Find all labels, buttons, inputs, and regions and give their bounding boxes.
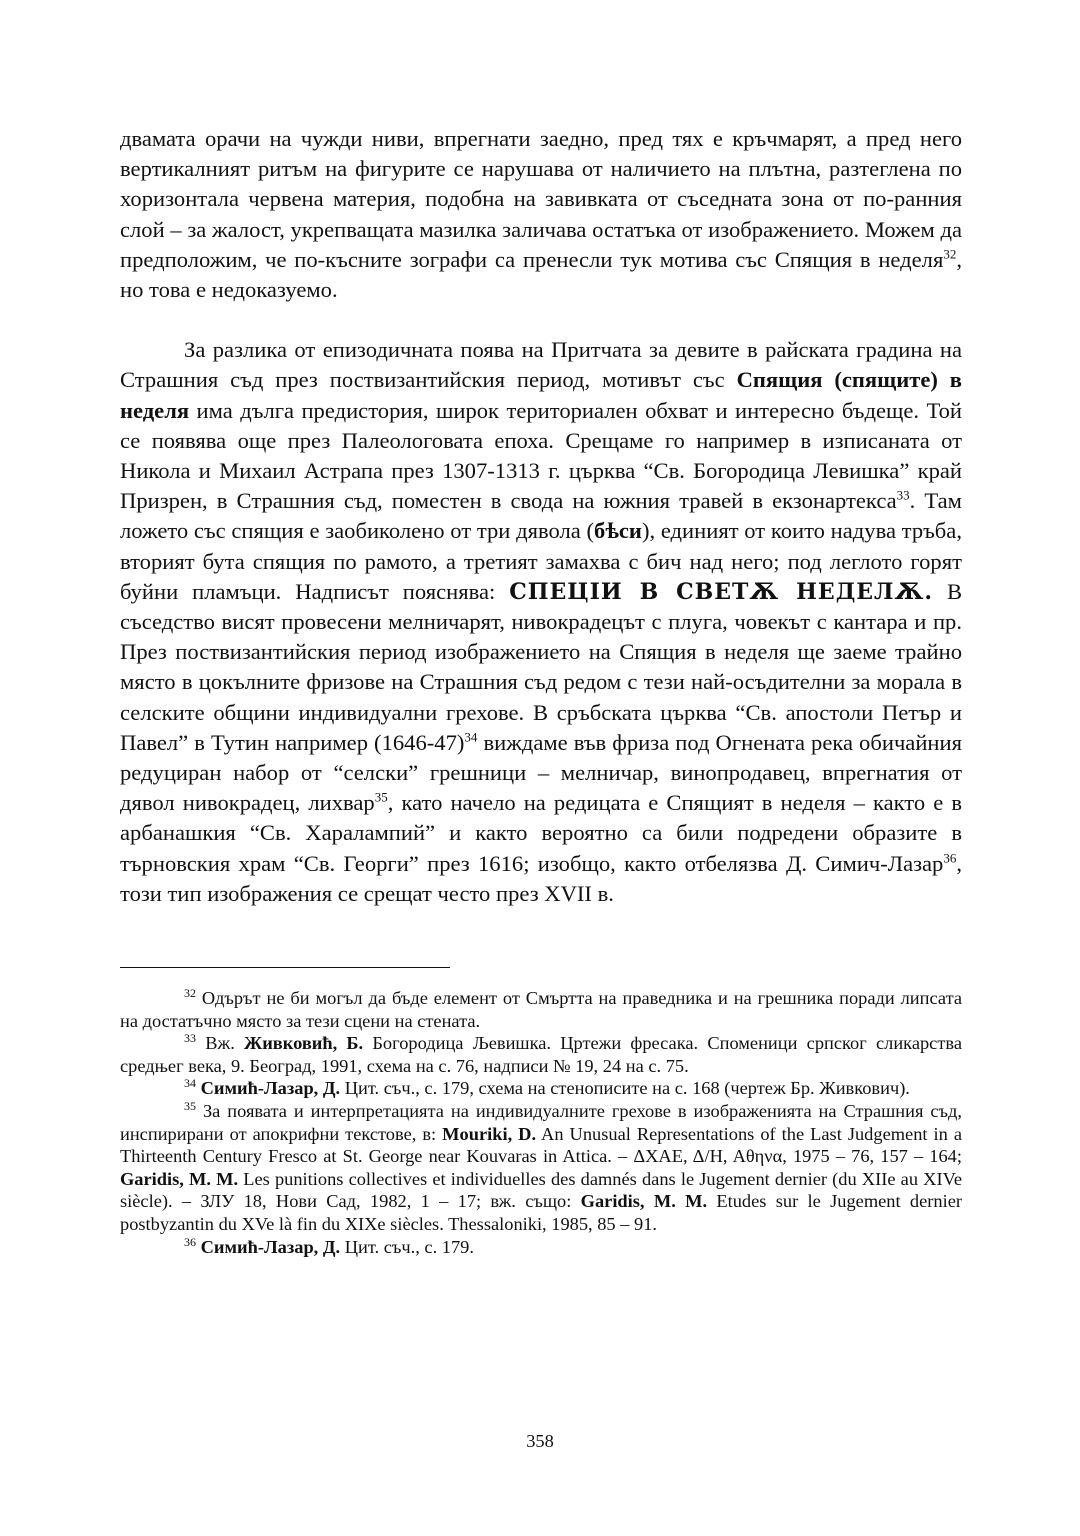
slavonic-inscription: СПЕЦІИ В СВЕТѪ НЕДЕЛѪ. [509, 578, 934, 605]
paragraph-2-text: ), единият от които надува тръба, вторият бута спящия по рамото, а третият замахва с бич над него; под леглото горят буйни пламъци. Надписът пояснява: [120, 518, 962, 604]
paragraph-2 [120, 335, 962, 909]
footnote-number: 33 [184, 1031, 196, 1046]
paragraph-2-text: , като начело на редицата е Спящият в неделя – както е в арбанашкия “Св. Харалампий” и както вероятно са били подредени образите в търновския храм “Св. Георги” през 1616; изобщо, както отбелязва Д. Симич-Лазар [120, 790, 962, 876]
main-text [120, 124, 962, 909]
footnote-number: 32 [184, 985, 196, 1000]
slavonic-word: бѣси [594, 518, 642, 544]
footnote-text: За появата и интерпретацията на индивидуалните грехове в изображенията на Страшния съд, инспирирани от апокрифни текстове, в: [120, 1100, 962, 1144]
paragraph-2-text: , този тип изображения се срещат често през XVII в. [120, 850, 962, 906]
footnote-number: 36 [184, 1234, 196, 1249]
footnote-text: Одърът не би могъл да бъде елемент от Смъртта на праведника и на грешника поради липсата на достатъчно място за тези сцени на стената. [120, 988, 962, 1031]
footnote-text: Цит. съч., с. 179. [340, 1236, 474, 1257]
footnote-text: Богородица Љевишка. Цртежи фресака. Споменици српског сликарства средњег века, 9. Београд, 1991, схема на с. 76, надписи № 19, 24 на с. 75. [120, 1033, 962, 1076]
footnote-35 [120, 1100, 962, 1236]
footnote-text: Etudes sur le Jugement dernier postbyzantin du XVe là fin du XIXe siècles. Thessaloniki, 1985, 85 – 91. [120, 1191, 962, 1234]
paragraph-2-text: За разлика от епизодичната поява на Притчата за девите в райската градина на Страшния съд през поствизантийския период, мотивът със [120, 337, 962, 393]
footnote-author: Симић-Лазар, Д. [200, 1236, 341, 1257]
footnotes [120, 987, 962, 1258]
footnote-36 [120, 1236, 962, 1259]
footnote-34 [120, 1077, 962, 1100]
page-number: 358 [526, 1431, 554, 1451]
bold-term: Спящия (спящите) в неделя [120, 367, 962, 423]
footnote-text: Цит. съч., с. 179, схема на стенописите на с. 168 (чертеж Бр. Живкович). [340, 1078, 910, 1099]
footnote-author: Симић-Лазар, Д. [200, 1078, 341, 1099]
footnote-32 [120, 987, 962, 1032]
footnote-number: 34 [184, 1076, 196, 1091]
paragraph-2-text: виждаме във фриза под Огнената река обичайния редуциран набор от “селски” грешници – мелничар, винопродавец, впрегнатия от дявол нивокрадец, лихвар [120, 729, 963, 816]
footnote-author: Mouriki, D. [442, 1123, 537, 1144]
footnote-divider [120, 967, 450, 968]
paragraph-1-text: двамата орачи на чужди ниви, впрегнати заедно, пред тях е кръчмарят, а пред него вертикалният ритъм на фигурите се нарушава от наличието на плътна, разтеглена по хоризонтала червена материя, подобна на завивката от съседната зона от по-ранния слой – за жалост, укрепващата мазилка заличава остатъка от изображението. Можем да предположим, че по-късните зографи са пренесли тук мотива със Спящия в неделя [120, 126, 962, 272]
paragraph-1 [120, 124, 962, 305]
footnote-author: Живковић, Б. [244, 1033, 364, 1054]
footnote-ref-34[interactable]: 34 [464, 729, 478, 745]
paragraph-2-text: . Там ложето със спящия е заобиколено от три дявола ( [120, 488, 962, 544]
footnote-author: Garidis, M. M. [580, 1191, 708, 1212]
footnote-number: 35 [184, 1098, 196, 1113]
footnote-text: An Unusual Representations of the Last Judgement in a Thirteenth Century Fresco at St. George near Kouvaras in Attica. – ΔΧΑΕ, Δ/Η, Αθηνα, 1975 – 76, 157 – 164; [120, 1123, 963, 1167]
footnote-ref-36[interactable]: 36 [943, 850, 957, 866]
footnote-text: Вж. [196, 1033, 245, 1054]
paragraph-2-text: има дълга предистория, широк териториален обхват и интересно бъдеще. Той се появява още през Палеологовата епоха. Срещаме го например в изписаната от Никола и Михаил Астрапа през 1307-1313 г. църква “Св. Богородица Левишка” край Призрен, в Страшния съд, поместен в свода на южния травей в екзонартекса [120, 397, 962, 514]
paragraph-1-text-end: , но това е недоказуемо. [120, 246, 962, 303]
footnote-text: Les punitions collectives et individuelles des damnés dans le Jugement dernier (du XIIe au XIVe siècle). – ЗЛУ 18, Нови Сад, 1982, 1 – 17; вж. също: [120, 1168, 962, 1212]
footnote-ref-33[interactable]: 33 [896, 487, 910, 503]
footnote-33 [120, 1032, 962, 1077]
footnote-ref-35[interactable]: 35 [374, 789, 388, 805]
footnote-author: Garidis, M. M. [120, 1168, 239, 1189]
footnote-ref-32[interactable]: 32 [943, 246, 957, 262]
paragraph-2-text: В съседство висят провесени мелничарят, нивокрадецът с плуга, човекът с кантара и пр. През поствизантийския период изображението на Спящия в неделя ще заеме трайно място в цокълните фризове на Страшния съд редом с тези най-осъдителни за морала в селските общини индивидуални грехове. В сръбската църква “Св. апостоли Петър и Павел” в Тутин например (1646-47) [120, 578, 963, 755]
